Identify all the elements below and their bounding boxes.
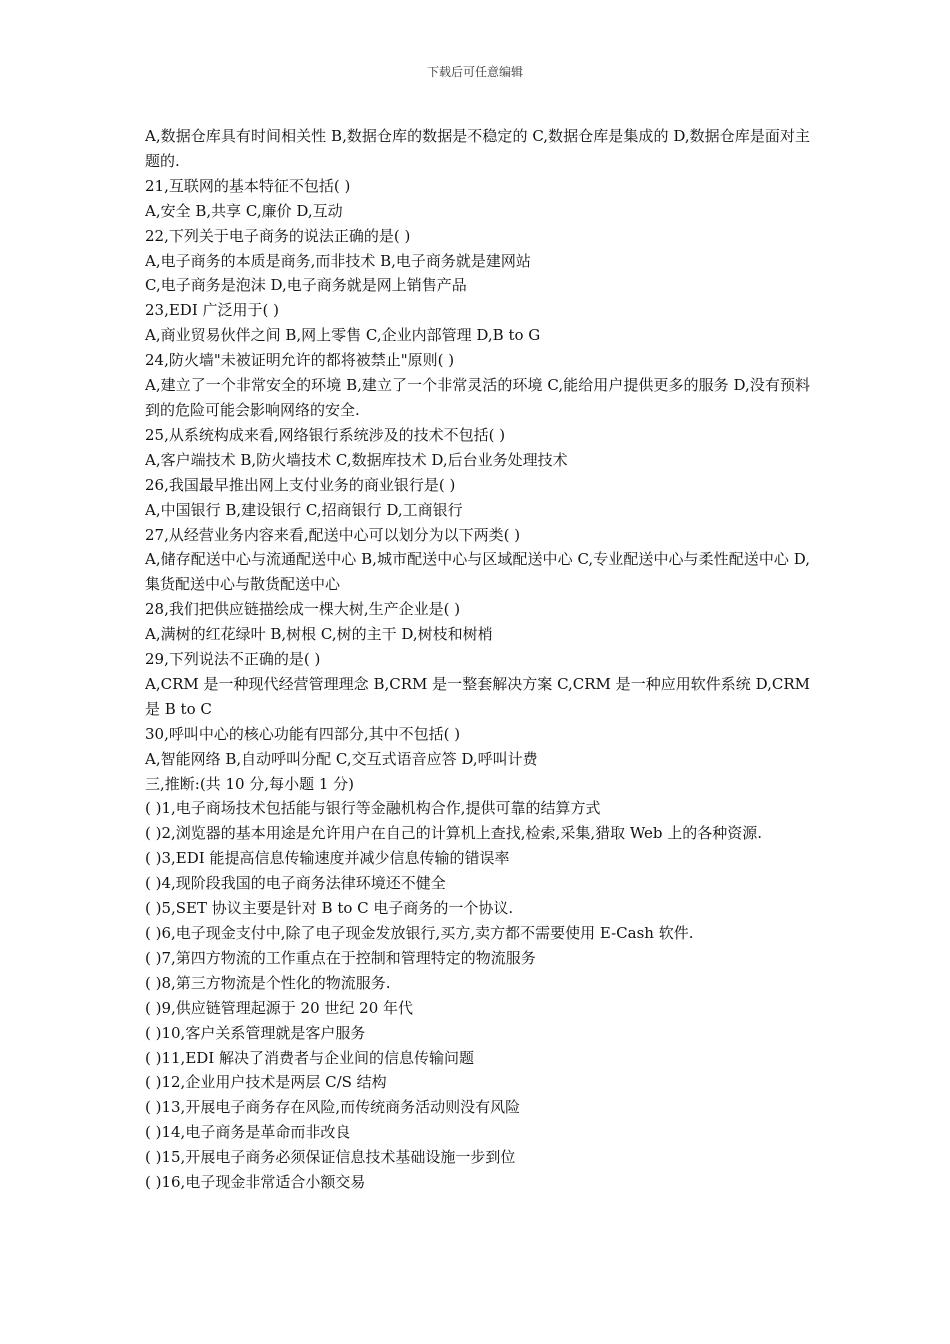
judgement-item-9: ( )9,供应链管理起源于 20 世纪 20 年代 — [145, 998, 414, 1017]
answer-options-22-cd: C,电子商务是泡沫 D,电子商务就是网上销售产品 — [145, 276, 467, 295]
document-body — [145, 124, 810, 1195]
question-27: 27,从经营业务内容来看,配送中心可以划分为以下两类( ) — [145, 525, 521, 544]
answer-options-24: A,建立了一个非常安全的环境 B,建立了一个非常灵活的环境 C,能给用户提供更多的服务 D,没有预料到的危险可能会影响网络的安全. — [145, 376, 810, 419]
question-25: 25,从系统构成来看,网络银行系统涉及的技术不包括( ) — [145, 425, 506, 444]
judgement-item-3: ( )3,EDI 能提高信息传输速度并减少信息传输的错误率 — [145, 849, 510, 868]
answer-options-21: A,安全 B,共享 C,廉价 D,互动 — [145, 201, 343, 220]
judgement-item-4: ( )4,现阶段我国的电子商务法律环境还不健全 — [145, 874, 446, 893]
answer-options-29: A,CRM 是一种现代经营管理理念 B,CRM 是一整套解决方案 C,CRM 是一种应用软件系统 D,CRM 是 B to C — [145, 674, 810, 718]
section-heading-judgement: 三,推断:(共 10 分,每小题 1 分) — [145, 774, 354, 793]
judgement-item-6: ( )6,电子现金支付中,除了电子现金发放银行,买方,卖方都不需要使用 E-Cash 软件. — [145, 924, 694, 942]
answer-options-28: A,满树的红花绿叶 B,树根 C,树的主干 D,树枝和树梢 — [145, 625, 493, 644]
question-23: 23,EDI 广泛用于( ) — [145, 301, 279, 320]
answer-options-27: A,储存配送中心与流通配送中心 B,城市配送中心与区域配送中心 C,专业配送中心与柔性配送中心 D,集货配送中心与散货配送中心 — [145, 550, 810, 594]
judgement-item-15: ( )15,开展电子商务必须保证信息技术基础设施一步到位 — [145, 1148, 516, 1167]
judgement-item-1: ( )1,电子商场技术包括能与银行等金融机构合作,提供可靠的结算方式 — [145, 799, 601, 818]
answer-options-25: A,客户端技术 B,防火墙技术 C,数据库技术 D,后台业务处理技术 — [145, 450, 568, 469]
question-22: 22,下列关于电子商务的说法正确的是( ) — [145, 226, 411, 245]
judgement-item-16: ( )16,电子现金非常适合小额交易 — [145, 1173, 366, 1192]
judgement-item-12: ( )12,企业用户技术是两层 C/S 结构 — [145, 1073, 387, 1092]
answer-options-20: A,数据仓库具有时间相关性 B,数据仓库的数据是不稳定的 C,数据仓库是集成的 D,数据仓库是面对主题的. — [145, 127, 810, 170]
question-24: 24,防火墙"未被证明允许的都将被禁止"原则( ) — [145, 351, 455, 370]
question-30: 30,呼叫中心的核心功能有四部分,其中不包括( ) — [145, 724, 461, 743]
answer-options-23: A,商业贸易伙伴之间 B,网上零售 C,企业内部管理 D,B to G — [145, 326, 541, 345]
question-28: 28,我们把供应链描绘成一棵大树,生产企业是( ) — [145, 600, 461, 619]
question-26: 26,我国最早推出网上支付业务的商业银行是( ) — [145, 475, 456, 494]
judgement-item-2: ( )2,浏览器的基本用途是允许用户在自己的计算机上查找,检索,采集,猎取 Web 上的各种资源. — [145, 824, 763, 843]
answer-options-30: A,智能网络 B,自动呼叫分配 C,交互式语音应答 D,呼叫计费 — [145, 749, 538, 768]
judgement-item-7: ( )7,第四方物流的工作重点在于控制和管理特定的物流服务 — [145, 948, 536, 967]
judgement-item-14: ( )14,电子商务是革命而非改良 — [145, 1123, 351, 1142]
judgement-item-11: ( )11,EDI 解决了消费者与企业间的信息传输问题 — [145, 1048, 474, 1067]
judgement-item-5: ( )5,SET 协议主要是针对 B to C 电子商务的一个协议. — [145, 899, 514, 918]
judgement-item-10: ( )10,客户关系管理就是客户服务 — [145, 1023, 366, 1042]
answer-options-26: A,中国银行 B,建设银行 C,招商银行 D,工商银行 — [145, 500, 463, 519]
question-21: 21,互联网的基本特征不包括( ) — [145, 176, 351, 195]
judgement-item-13: ( )13,开展电子商务存在风险,而传统商务活动则没有风险 — [145, 1098, 521, 1117]
page-header: 下载后可任意编辑 — [426, 65, 523, 79]
answer-options-22-ab: A,电子商务的本质是商务,而非技术 B,电子商务就是建网站 — [145, 251, 531, 270]
question-29: 29,下列说法不正确的是( ) — [145, 650, 321, 669]
judgement-item-8: ( )8,第三方物流是个性化的物流服务. — [145, 973, 391, 992]
